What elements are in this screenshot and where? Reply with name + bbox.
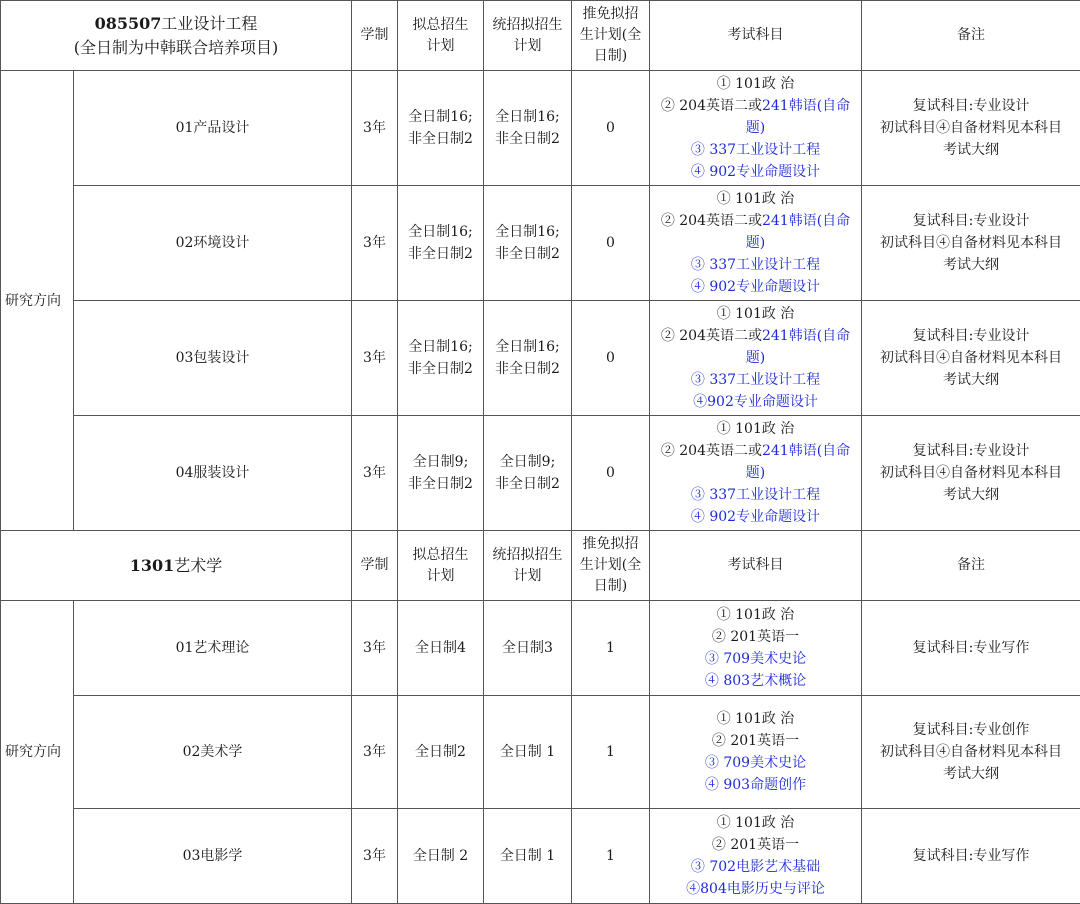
unified-plan-cell: 全日制16; 非全日制2 xyxy=(484,301,572,416)
direction-name: 02美术学 xyxy=(74,696,352,809)
table-row xyxy=(1,186,1080,301)
notes-cell: 复试科目:专业设计 初试科目④自备材料见本科目 考试大纲 xyxy=(862,301,1080,416)
notes-cell: 复试科目:专业写作 xyxy=(862,809,1080,904)
notes-cell: 复试科目:专业写作 xyxy=(862,601,1080,696)
total-plan-cell: 全日制9; 非全日制2 xyxy=(398,416,484,531)
duration-cell: 3年 xyxy=(352,71,398,186)
subjects-cell: ① 101政 治 ② 201英语一 ③ 709美术史论 ④ 803艺术概论 xyxy=(650,601,862,696)
total-plan-cell: 全日制 2 xyxy=(398,809,484,904)
major-title-1301: 1301艺术学 xyxy=(1,531,352,601)
subjects-cell: ① 101政 治 ② 204英语二或241韩语(自命 题) ③ 337工业设计工程 ④ 902专业命题设计 xyxy=(650,416,862,531)
notes-cell: 复试科目:专业设计 初试科目④自备材料见本科目 考试大纲 xyxy=(862,186,1080,301)
direction-label: 研究方向 xyxy=(1,601,74,904)
table-row xyxy=(1,301,1080,416)
header-notes: 备注 xyxy=(862,1,1080,71)
duration-cell: 3年 xyxy=(352,601,398,696)
exempt-plan-cell: 1 xyxy=(572,809,650,904)
unified-plan-cell: 全日制 1 xyxy=(484,696,572,809)
direction-name: 02环境设计 xyxy=(74,186,352,301)
header-exempt-plan: 推免拟招 生计划(全 日制) xyxy=(572,531,650,601)
duration-cell: 3年 xyxy=(352,416,398,531)
major-title-085507: 085507工业设计工程 (全日制为中韩联合培养项目) xyxy=(1,1,352,71)
subjects-cell: ① 101政 治 ② 204英语二或241韩语(自命 题) ③ 337工业设计工程 ④902专业命题设计 xyxy=(650,301,862,416)
unified-plan-cell: 全日制3 xyxy=(484,601,572,696)
total-plan-cell: 全日制16; 非全日制2 xyxy=(398,301,484,416)
direction-name: 03包装设计 xyxy=(74,301,352,416)
unified-plan-cell: 全日制16; 非全日制2 xyxy=(484,186,572,301)
header-duration: 学制 xyxy=(352,531,398,601)
subjects-cell: ① 101政 治 ② 201英语一 ③ 709美术史论 ④ 903命题创作 xyxy=(650,696,862,809)
header-subjects: 考试科目 xyxy=(650,531,862,601)
unified-plan-cell: 全日制16; 非全日制2 xyxy=(484,71,572,186)
header-unified-plan: 统招拟招生 计划 xyxy=(484,531,572,601)
header-duration: 学制 xyxy=(352,1,398,71)
duration-cell: 3年 xyxy=(352,186,398,301)
section2-header-row xyxy=(1,531,1080,601)
header-notes: 备注 xyxy=(862,531,1080,601)
subjects-cell: ① 101政 治 ② 204英语二或241韩语(自命 题) ③ 337工业设计工程 ④ 902专业命题设计 xyxy=(650,71,862,186)
table-row xyxy=(1,601,1080,696)
table-row xyxy=(1,416,1080,531)
header-total-plan: 拟总招生 计划 xyxy=(398,531,484,601)
total-plan-cell: 全日制2 xyxy=(398,696,484,809)
notes-cell: 复试科目:专业创作 初试科目④自备材料见本科目 考试大纲 xyxy=(862,696,1080,809)
duration-cell: 3年 xyxy=(352,301,398,416)
header-unified-plan: 统招拟招生 计划 xyxy=(484,1,572,71)
header-total-plan: 拟总招生 计划 xyxy=(398,1,484,71)
table-row xyxy=(1,696,1080,809)
total-plan-cell: 全日制4 xyxy=(398,601,484,696)
exempt-plan-cell: 1 xyxy=(572,696,650,809)
direction-name: 04服装设计 xyxy=(74,416,352,531)
direction-name: 03电影学 xyxy=(74,809,352,904)
unified-plan-cell: 全日制9; 非全日制2 xyxy=(484,416,572,531)
subjects-cell: ① 101政 治 ② 204英语二或241韩语(自命 题) ③ 337工业设计工程 ④ 902专业命题设计 xyxy=(650,186,862,301)
direction-name: 01产品设计 xyxy=(74,71,352,186)
exempt-plan-cell: 0 xyxy=(572,416,650,531)
total-plan-cell: 全日制16; 非全日制2 xyxy=(398,186,484,301)
duration-cell: 3年 xyxy=(352,696,398,809)
exempt-plan-cell: 1 xyxy=(572,601,650,696)
direction-label: 研究方向 xyxy=(1,71,74,531)
total-plan-cell: 全日制16; 非全日制2 xyxy=(398,71,484,186)
table-row xyxy=(1,71,1080,186)
direction-name: 01艺术理论 xyxy=(74,601,352,696)
header-subjects: 考试科目 xyxy=(650,1,862,71)
exempt-plan-cell: 0 xyxy=(572,186,650,301)
table-row xyxy=(1,809,1080,904)
section1-header-row xyxy=(1,1,1080,71)
header-exempt-plan: 推免拟招 生计划(全 日制) xyxy=(572,1,650,71)
subjects-cell: ① 101政 治 ② 201英语一 ③ 702电影艺术基础 ④804电影历史与评论 xyxy=(650,809,862,904)
exempt-plan-cell: 0 xyxy=(572,301,650,416)
notes-cell: 复试科目:专业设计 初试科目④自备材料见本科目 考试大纲 xyxy=(862,71,1080,186)
exempt-plan-cell: 0 xyxy=(572,71,650,186)
duration-cell: 3年 xyxy=(352,809,398,904)
notes-cell: 复试科目:专业设计 初试科目④自备材料见本科目 考试大纲 xyxy=(862,416,1080,531)
unified-plan-cell: 全日制 1 xyxy=(484,809,572,904)
